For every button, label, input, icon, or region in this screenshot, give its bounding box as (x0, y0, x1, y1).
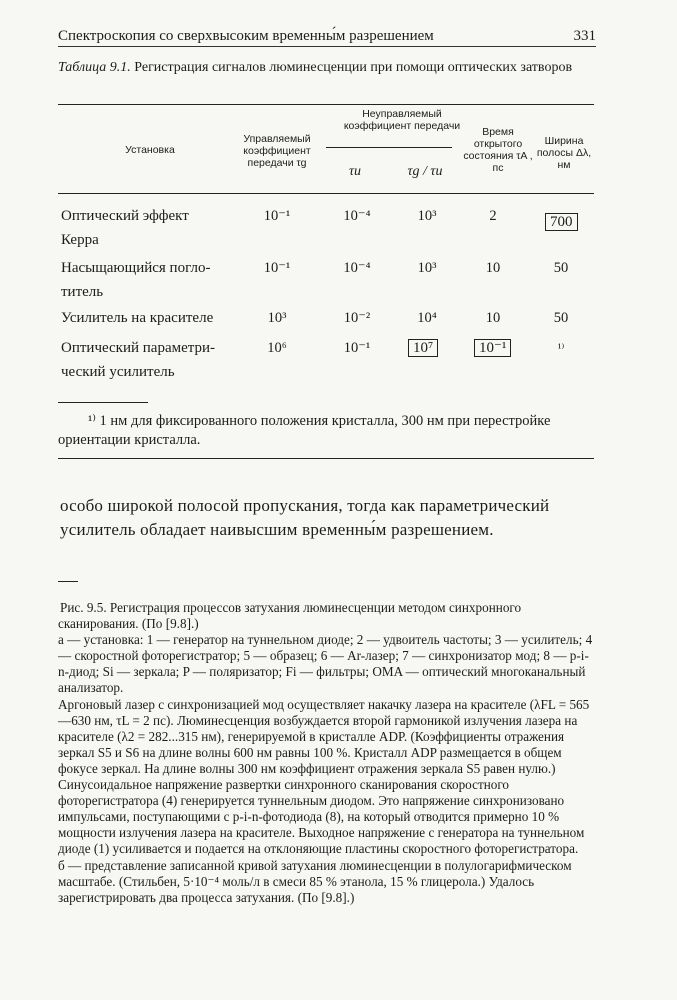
arrow-mark-icon (58, 581, 78, 582)
row2-tau-g: 10⁻¹ (263, 260, 291, 276)
running-header (58, 26, 596, 47)
col-header-controlled: Управляемый коэффициент передачи τg (243, 133, 311, 169)
row3-tau-u: 10⁻² (343, 310, 371, 326)
row4-ratio-boxed: 10⁷ (408, 339, 438, 357)
row1-bandwidth-boxed: 700 (545, 213, 578, 231)
row3-tau-g: 10³ (267, 310, 287, 326)
table-header-rule (58, 193, 594, 194)
row2-ratio: 10³ (417, 260, 437, 276)
row4-open-time-boxed: 10⁻¹ (474, 339, 511, 357)
col-header-uncontrolled: Неуправляемый коэффициент передачи (343, 108, 461, 132)
row2-setup (61, 258, 210, 302)
figure-part-a: а — установка: 1 — генератор на туннельном диоде; 2 — удвоитель частоты; 3 — усилитель; 4 — скоростной фоторегистратор; 5 — образец; 6 — Ar-лазер; 7 — синхронизатор мод; 8 — p-i-n-диод; Si — зеркала; P — поляризатор; Fi — фильтры; OMA — оптический многоканальный анализатор. (58, 632, 593, 696)
row4-tau-g: 10⁶ (267, 340, 287, 356)
row2-setup-line1: Насыщающийся погло- (61, 260, 211, 276)
row4-setup (61, 338, 215, 382)
row3-setup-line1: Усилитель на красителе (61, 310, 214, 326)
row3-open-time: 10 (485, 310, 501, 326)
row4-bandwidth: ¹⁾ (557, 341, 565, 355)
row1-setup (61, 206, 189, 250)
row1-tau-g: 10⁻¹ (263, 208, 291, 224)
subheader-rule (326, 147, 452, 148)
row1-tau-u: 10⁻⁴ (343, 208, 371, 224)
row4-ratio (408, 338, 438, 358)
footnote-text: 1 нм для фиксированного положения кристалла, 300 нм при перестройке ориентации кристалла. (58, 413, 551, 448)
figure-part-b: б — представление записанной кривой затухания люминесценции в полулогарифмическом масштабе. (Стильбен, 5·10⁻⁴ моль/л в смеси 85 % этанола, 15 % глицерола.) Удалось зарегистрировать два процесса затухания. (По [9.8].) (58, 857, 572, 905)
row1-setup-line2: Керра (61, 232, 99, 248)
figure-paragraph: Аргоновый лазер с синхронизацией мод осуществляет накачку лазера на красителе (λFL = 565—630 нм, τL = 2 пс). Люминесценция возбуждается второй гармоникой излучения лазера на красителе (λ2 = 282...315 нм), генерируемой в кристалле ADP. (Коэффициенты отражения зеркал S5 и S6 на длине волны 600 нм равны 100 %. Кристалл ADP размещается в общем фокусе зеркал. На длине волны 300 нм коэффициент отражения зеркала S5 равен нулю.) Синусоидальное напряжение развертки синхронного сканирования скоростного фоторегистратора (4) генерируется туннельным диодом. Это напряжение синхронизовано импульсами, поступающими с p-i-n-фотодиода (8), на который отводится примерно 10 % мощности излучения лазера на красителе. Выходное напряжение с генератора на туннельном диоде (1) усиливается и подается на отклоняющие пластины скоростного фоторегистратора. (58, 696, 590, 857)
figure-label: Рис. 9.5. (60, 600, 107, 615)
row4-setup-line1: Оптический параметри- (61, 340, 216, 356)
col-header-bandwidth: Ширина полосы Δλ, нм (536, 135, 592, 171)
col-header-setup: Установка (125, 144, 175, 156)
row1-bandwidth (545, 212, 578, 232)
row2-tau-u: 10⁻⁴ (343, 260, 371, 276)
row4-tau-u: 10⁻¹ (343, 340, 371, 356)
row3-bandwidth: 50 (553, 310, 569, 326)
body-paragraph: особо широкой полосой пропускания, тогда как параметрический усилитель обладает наивысшим временны́м разрешением. (60, 496, 550, 539)
row1-ratio: 10³ (417, 208, 437, 224)
row3-setup (61, 308, 213, 328)
footnote-mark: ¹⁾ (88, 413, 96, 429)
table-caption-label: Таблица 9.1. (58, 60, 131, 75)
footnote-rule (58, 402, 148, 403)
row2-open-time: 10 (485, 260, 501, 276)
table-bottom-rule (58, 458, 594, 459)
col-header-ratio: τg / τu (407, 164, 443, 179)
table-top-rule (58, 104, 594, 105)
row1-open-time: 2 (489, 208, 497, 224)
table-footnote (58, 412, 598, 450)
row4-setup-line2: ческий усилитель (61, 364, 175, 380)
row2-setup-line2: титель (61, 284, 104, 300)
col-header-open-time: Время открытого состояния τA , пс (463, 126, 533, 174)
row2-bandwidth: 50 (553, 260, 569, 276)
row4-open-time (474, 338, 511, 358)
figure-caption (58, 600, 594, 906)
figure-title: Регистрация процессов затухания люминесценции методом синхронного сканирования. (По [9.8].) (58, 600, 522, 632)
table-caption-text: Регистрация сигналов люминесценции при помощи оптических затворов (134, 60, 573, 75)
row1-setup-line1: Оптический эффект (61, 208, 189, 224)
page-number: 331 (573, 28, 596, 44)
table-caption (58, 60, 594, 76)
row3-ratio: 10⁴ (417, 310, 437, 326)
running-title: Спектроскопия со сверхвысоким временны́м разрешением (58, 28, 434, 44)
figure-title-block (58, 600, 594, 632)
col-header-tau-u: τu (348, 164, 361, 179)
